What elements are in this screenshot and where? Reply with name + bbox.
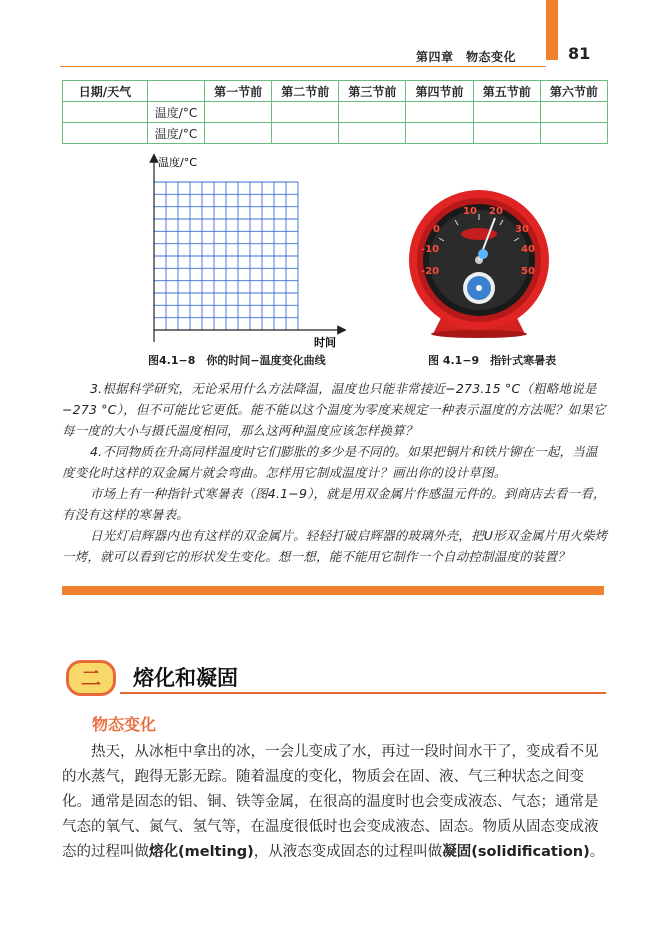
row-label: 温度/°C [148, 123, 205, 144]
table-header-row [63, 81, 608, 102]
body-text: 。 [589, 844, 605, 860]
subsection-title: 物态变化 [92, 715, 157, 734]
dial-thermometer-illustration [405, 188, 553, 338]
scale-label: -10 [421, 244, 440, 255]
header-rule [60, 66, 546, 67]
term-solidification: 凝固 [442, 844, 472, 860]
table-header-cell: 第五节前 [473, 81, 540, 102]
exercise-end-rule [62, 586, 604, 595]
scale-label: -20 [421, 266, 440, 277]
exercise-4: 4.不同物质在升高同样温度时它们膨胀的多少是不同的。如果把铜片和铁片铆在一起，当温度变化时这样的双金属片就会弯曲。怎样用它制成温度计？画出你的设计草图。 [62, 444, 598, 480]
scale-label: 30 [515, 224, 529, 235]
y-axis-label: 温度/°C [158, 156, 197, 169]
chapter-tab-bar [546, 0, 558, 60]
section-title: 熔化和凝固 [133, 666, 238, 690]
body-text: ，从液态变成固态的过程叫做 [253, 844, 443, 860]
term-melting: 熔化 [149, 844, 178, 860]
temperature-record-table [62, 80, 608, 144]
table-header-cell: 第三节前 [339, 81, 406, 102]
x-axis-label: 时间 [314, 336, 336, 348]
scale-label: 20 [489, 206, 503, 217]
figure-caption-4-1-8: 图4.1−8 你的时间−温度变化曲线 [148, 354, 326, 367]
exercise-4-market: 市场上有一种指针式寒暑表（图4.1−9），就是用双金属片作感温元件的。到商店去看一看，有没有这样的寒暑表。 [62, 486, 606, 522]
table-header-cell [148, 81, 205, 102]
table-header-cell: 第六节前 [540, 81, 607, 102]
grid [154, 182, 298, 330]
body-text: 热天，从冰柜中拿出的冰，一会儿变成了水，再过一段时间水干了，变成看不见的水蒸气，跑得无影无踪。随着温度的变化，物质会在固、液、气三种状态之间变化。通常是固态的铝、铜、铁等金属，在很高的温度时也会变成液态、气态；通常是气态的氧气、氮气、氢气等，在温度很低时也会变成液态、固态。物质从固态变成液态的过程叫做 [62, 744, 599, 860]
term-melting-en: (melting) [178, 844, 254, 860]
scale-label: 10 [463, 206, 477, 217]
row-label: 温度/°C [148, 102, 205, 123]
term-solidification-en: (solidification) [471, 844, 590, 860]
chapter-title: 第四章 物态变化 [415, 50, 516, 64]
table-row [63, 123, 608, 144]
table-header-cell: 第二节前 [272, 81, 339, 102]
scale-label: 50 [521, 266, 535, 277]
table-row [63, 102, 608, 123]
scale-label: 0 [433, 224, 440, 235]
table-header-cell: 第四节前 [406, 81, 473, 102]
page-number: 81 [568, 44, 591, 63]
time-temperature-grid [146, 152, 346, 348]
exercise-3: 3.根据科学研究，无论采用什么方法降温，温度也只能非常接近−273.15 °C（粗略地说是−273 °C），但不可能比它更低。能不能以这个温度为零度来规定一种表示温度的方法呢？如果它每一度的大小与摄氏温度相同，那么这两种温度应该怎样换算？ [62, 381, 606, 438]
figure-caption-4-1-9: 图 4.1−9 指针式寒暑表 [428, 354, 557, 367]
scale-label: 40 [521, 244, 535, 255]
section-title-rule [120, 692, 606, 694]
table-header-cell: 第一节前 [205, 81, 272, 102]
body-paragraph [62, 740, 610, 865]
section-number: 二 [81, 666, 101, 690]
exercise-4-starter: 日光灯启辉器内也有这样的双金属片。轻轻打破启辉器的玻璃外壳，把U形双金属片用火柴烤一烤，就可以看到它的形状发生变化。想一想，能不能用它制作一个自动控制温度的装置？ [62, 528, 608, 564]
table-header-cell: 日期/天气 [63, 81, 148, 102]
